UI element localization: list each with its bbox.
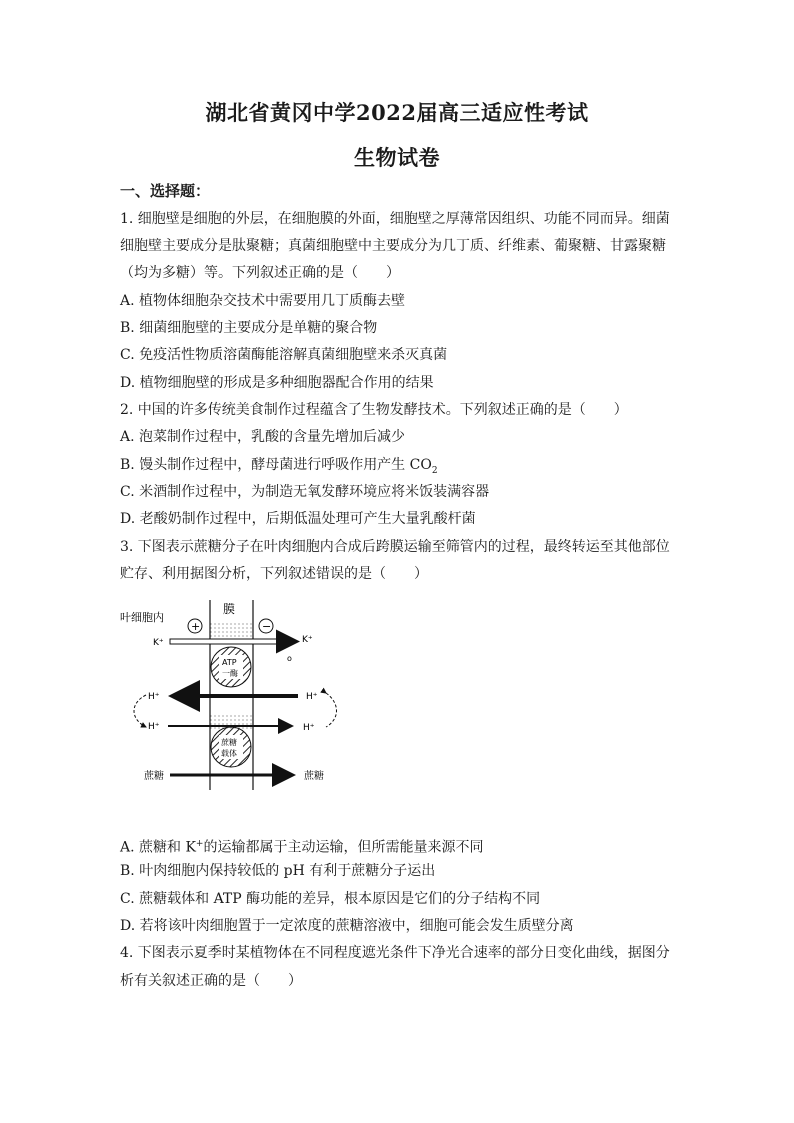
k-ion-left-label: K⁺	[153, 638, 164, 648]
section-heading: 一、选择题：	[120, 182, 211, 200]
q2-option-b-subscript: 2	[431, 465, 438, 476]
h-ion-bottom-right-label: H⁺	[303, 723, 315, 733]
q3-option-d: D. 若将该叶肉细胞置于一定浓度的蔗糖溶液中，细胞可能会发生质壁分离	[120, 918, 574, 934]
atp-label: ATP	[222, 658, 237, 667]
q3-option-c: C. 蔗糖载体和 ATP 酶功能的差异，根本原因是它们的分子结构不同	[120, 891, 541, 907]
k-ion-right-label: K⁺	[302, 635, 313, 645]
q1-option-c: C. 免疫活性物质溶菌酶能溶解真菌细胞壁来杀灭真菌	[120, 347, 448, 363]
h-ion-right-cycle-arrow	[326, 693, 337, 727]
h-ion-bottom-left-label: H⁺	[148, 722, 160, 732]
q3-option-a-sup: +	[195, 839, 204, 849]
q1-option-a: A. 植物体细胞杂交技术中需要用几丁质酶去壁	[120, 293, 406, 309]
q2-option-d: D. 老酸奶制作过程中，后期低温处理可产生大量乳酸杆菌	[120, 511, 476, 527]
negative-charge-sign: −	[262, 620, 272, 633]
sucrose-right-label: 蔗糖	[304, 771, 324, 782]
q4-stem-line-1: 4. 下图表示夏季时某植物体在不同程度遮光条件下净光合速率的部分日变化曲线，据图分	[120, 945, 670, 961]
q1-option-d: D. 植物细胞壁的形成是多种细胞器配合作用的结果	[120, 375, 434, 391]
q2-option-c: C. 米酒制作过程中，为制造无氧发酵环境应将米饭装满容器	[120, 484, 490, 500]
exam-subtitle: 生物试卷	[354, 145, 440, 170]
membrane-label: 膜	[223, 602, 236, 616]
q3-stem-line-1: 3. 下图表示蔗糖分子在叶肉细胞内合成后跨膜运输至筛管内的过程，最终转运至其他部位	[120, 539, 670, 555]
h-ion-top-left-label: H⁺	[148, 692, 160, 702]
q3-option-a	[120, 834, 680, 858]
h-ion-top-right-label: H⁺	[306, 692, 318, 702]
q3-option-a-post: 的运输都属于主动运输，但所需能量来源不同	[203, 839, 484, 856]
q4-stem-line-2: 析有关叙述正确的是（ ）	[120, 973, 302, 989]
q1-stem-line-1: 1. 细胞壁是细胞的外层，在细胞膜的外面，细胞壁之厚薄常因组织、功能不同而异。细菌	[120, 211, 670, 227]
q2-option-b	[120, 455, 680, 481]
k-ion-channel-bar	[170, 639, 288, 644]
carrier-label-bottom: 载体	[221, 749, 237, 758]
carrier-label-top: 蔗糖	[221, 738, 237, 747]
cell-interior-label: 叶细胞内	[120, 611, 164, 624]
q3-stem-line-2: 贮存、利用据图分析，下列叙述错误的是（ ）	[120, 566, 428, 582]
q1-stem-line-2: 细胞壁主要成分是肽聚糖；真菌细胞壁中主要成分为几丁质、纤维素、葡聚糖、甘露聚糖	[120, 238, 666, 254]
q1-option-b: B. 细菌细胞壁的主要成分是单糖的聚合物	[120, 320, 378, 336]
q2-option-b-text: B. 馒头制作过程中，酵母菌进行呼吸作用产生 CO	[120, 457, 432, 473]
enzyme-label: 一酶	[222, 669, 238, 678]
h-ion-left-cycle-arrow	[134, 695, 146, 727]
q3-option-a-pre: A. 蔗糖和 K	[120, 839, 196, 856]
positive-charge-sign: +	[191, 620, 201, 633]
q2-stem: 2. 中国的许多传统美食制作过程蕴含了生物发酵技术。下列叙述正确的是（ ）	[120, 402, 628, 418]
exam-title: 湖北省黄冈中学2022届高三适应性考试	[205, 100, 589, 125]
small-o-mark: o	[287, 654, 292, 663]
q2-option-a: A. 泡菜制作过程中，乳酸的含量先增加后减少	[120, 429, 406, 445]
q1-stem-line-3: （均为多糖）等。下列叙述正确的是（ ）	[120, 265, 400, 281]
membrane-stipple-top	[210, 623, 253, 637]
sucrose-left-label: 蔗糖	[144, 771, 164, 782]
q3-option-b: B. 叶肉细胞内保持较低的 pH 有利于蔗糖分子运出	[120, 863, 436, 879]
membrane-transport-diagram	[118, 595, 358, 795]
